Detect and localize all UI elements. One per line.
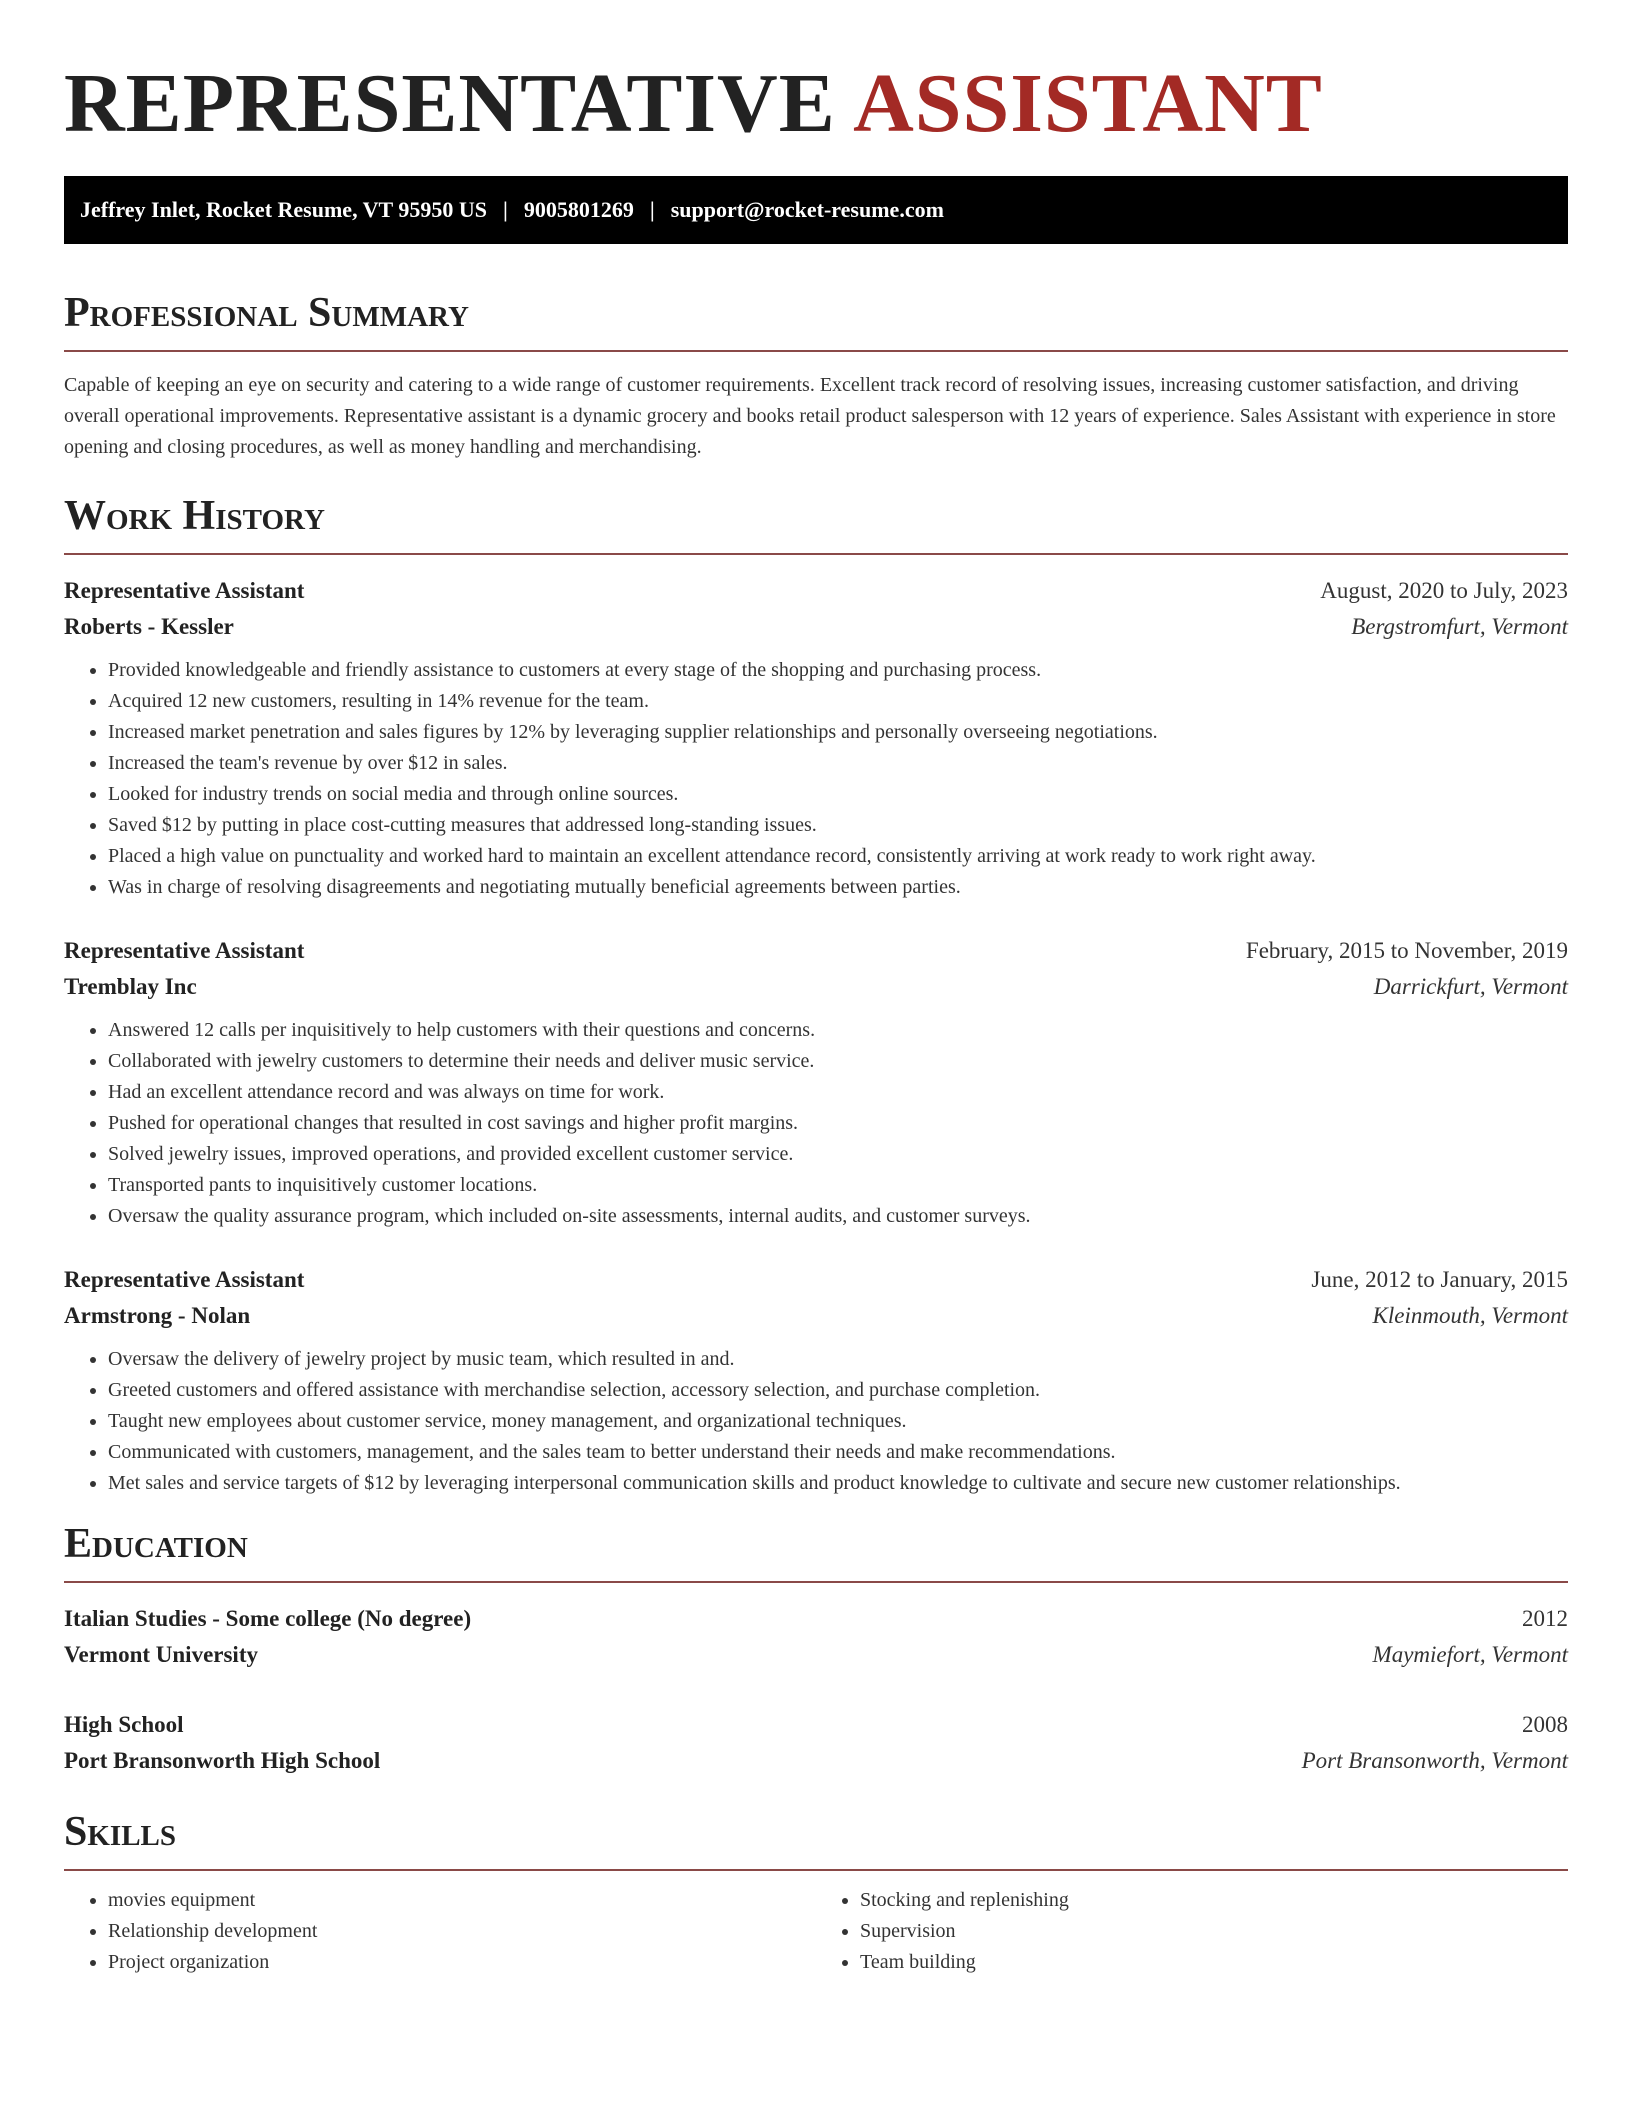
job-bullet: • Oversaw the delivery of jewelry project by music team, which resulted in and. <box>108 1344 1568 1375</box>
job-bullet: • Pushed for operational changes that resulted in cost savings and higher profit margins. <box>108 1108 1568 1139</box>
job-bullet: • Taught new employees about customer service, money management, and organizational techniques. <box>108 1406 1568 1437</box>
job-bullet: • Solved jewelry issues, improved operations, and provided excellent customer service. <box>108 1139 1568 1170</box>
work-history-heading: Work History <box>64 491 1568 555</box>
job-header-row <box>64 933 1568 969</box>
job-bullet: • Increased market penetration and sales figures by 12% by leveraging supplier relationships and personally overseeing negotiations. <box>108 717 1568 748</box>
job-bullet: • Saved $12 by putting in place cost-cutting measures that addressed long-standing issues. <box>108 810 1568 841</box>
job-location: Kleinmouth, Vermont <box>1372 1303 1568 1328</box>
job-bullet: • Had an excellent attendance record and was always on time for work. <box>108 1077 1568 1108</box>
job-bullet: • Was in charge of resolving disagreements and negotiating mutually beneficial agreements between parties. <box>108 872 1568 903</box>
job-header-row <box>64 1262 1568 1298</box>
education-entry <box>64 1707 1568 1779</box>
job-header-row <box>64 573 1568 609</box>
education-entry <box>64 1601 1568 1673</box>
education-year: 2012 <box>1522 1606 1568 1631</box>
job-bullet: • Collaborated with jewelry customers to determine their needs and deliver music service. <box>108 1046 1568 1077</box>
job-bullet: • Looked for industry trends on social media and through online sources. <box>108 779 1568 810</box>
job-bullet: • Met sales and service targets of $12 by leveraging interpersonal communication skills and product knowledge to cultivate and secure new customer relationships. <box>108 1468 1568 1499</box>
skills-list <box>816 1885 1568 1978</box>
skill-item: • Team building <box>860 1947 1568 1978</box>
job-entry <box>64 573 1568 903</box>
job-bullets <box>64 655 1568 903</box>
education-location: Maymiefort, Vermont <box>1372 1642 1568 1667</box>
summary-text: Capable of keeping an eye on security and catering to a wide range of customer requirements. Excellent track record of resolving issues, increasing customer satisfaction, and driving overall operational improvements. Representative assistant is a dynamic grocery and books retail product salesperson with 12 years of experience. Sales Assistant with experience in store opening and closing procedures, as well as money handling and merchandising. <box>64 374 1556 458</box>
job-bullets <box>64 1015 1568 1232</box>
education-school: Vermont University <box>64 1642 258 1667</box>
job-company: Armstrong - Nolan <box>64 1303 251 1328</box>
contact-separator: | <box>649 197 655 222</box>
contact-phone: 9005801269 <box>523 197 634 222</box>
education-degree: Italian Studies - Some college (No degree) <box>64 1606 472 1631</box>
skill-item: • Relationship development <box>108 1916 816 1947</box>
skill-item: • movies equipment <box>108 1885 816 1916</box>
education-year: 2008 <box>1522 1712 1568 1737</box>
job-title: Representative Assistant <box>64 578 305 603</box>
summary-heading: Professional Summary <box>64 288 1568 352</box>
skill-item: • Supervision <box>860 1916 1568 1947</box>
education-school-row <box>64 1637 1568 1673</box>
job-dates: June, 2012 to January, 2015 <box>1311 1267 1568 1292</box>
job-bullet: • Placed a high value on punctuality and worked hard to maintain an excellent attendance record, consistently arriving at work ready to work right away. <box>108 841 1568 872</box>
education-heading: Education <box>64 1519 1568 1583</box>
job-title: Representative Assistant <box>64 938 305 963</box>
education-section <box>64 1519 1568 1779</box>
job-bullet: • Greeted customers and offered assistance with merchandise selection, accessory selection, and purchase completion. <box>108 1375 1568 1406</box>
job-location: Darrickfurt, Vermont <box>1373 974 1568 999</box>
job-company-row <box>64 969 1568 1005</box>
skills-grid <box>64 1885 1568 1978</box>
job-bullet: • Communicated with customers, management, and the sales team to better understand their needs and make recommendations. <box>108 1437 1568 1468</box>
education-degree-row <box>64 1707 1568 1743</box>
education-school-row <box>64 1743 1568 1779</box>
contact-address: Jeffrey Inlet, Rocket Resume, VT 95950 US <box>80 197 487 222</box>
work-history-section <box>64 491 1568 1499</box>
skills-list <box>64 1885 816 1978</box>
skills-heading: Skills <box>64 1807 1568 1871</box>
skills-column-left <box>64 1885 816 1978</box>
job-company: Roberts - Kessler <box>64 614 234 639</box>
skills-column-right <box>816 1885 1568 1978</box>
job-bullet: • Increased the team's revenue by over $12 in sales. <box>108 748 1568 779</box>
title-first-word: REPRESENTATIVE <box>64 57 836 150</box>
job-bullet: • Oversaw the quality assurance program, which included on-site assessments, internal audits, and customer surveys. <box>108 1201 1568 1232</box>
job-dates: February, 2015 to November, 2019 <box>1245 938 1568 963</box>
education-degree-row <box>64 1601 1568 1637</box>
job-company-row <box>64 609 1568 645</box>
contact-separator: | <box>502 197 508 222</box>
job-company-row <box>64 1298 1568 1334</box>
job-location: Bergstromfurt, Vermont <box>1351 614 1568 639</box>
contact-email: support@rocket-resume.com <box>670 197 944 222</box>
job-bullet: • Transported pants to inquisitively customer locations. <box>108 1170 1568 1201</box>
job-bullet: • Provided knowledgeable and friendly assistance to customers at every stage of the shopping and purchasing process. <box>108 655 1568 686</box>
job-dates: August, 2020 to July, 2023 <box>1320 578 1568 603</box>
education-location: Port Bransonworth, Vermont <box>1301 1748 1568 1773</box>
job-bullet: • Answered 12 calls per inquisitively to help customers with their questions and concerns. <box>108 1015 1568 1046</box>
job-bullets <box>64 1344 1568 1499</box>
job-company: Tremblay Inc <box>64 974 197 999</box>
education-school: Port Bransonworth High School <box>64 1748 381 1773</box>
job-bullet: • Acquired 12 new customers, resulting in 14% revenue for the team. <box>108 686 1568 717</box>
skill-item: • Project organization <box>108 1947 816 1978</box>
job-title: Representative Assistant <box>64 1267 305 1292</box>
contact-bar <box>64 176 1568 244</box>
summary-section <box>64 288 1568 463</box>
resume-title <box>64 56 1568 152</box>
job-entry <box>64 933 1568 1232</box>
skill-item: • Stocking and replenishing <box>860 1885 1568 1916</box>
education-degree: High School <box>64 1712 184 1737</box>
skills-section <box>64 1807 1568 1978</box>
job-entry <box>64 1262 1568 1499</box>
title-accent-word: ASSISTANT <box>853 57 1323 150</box>
